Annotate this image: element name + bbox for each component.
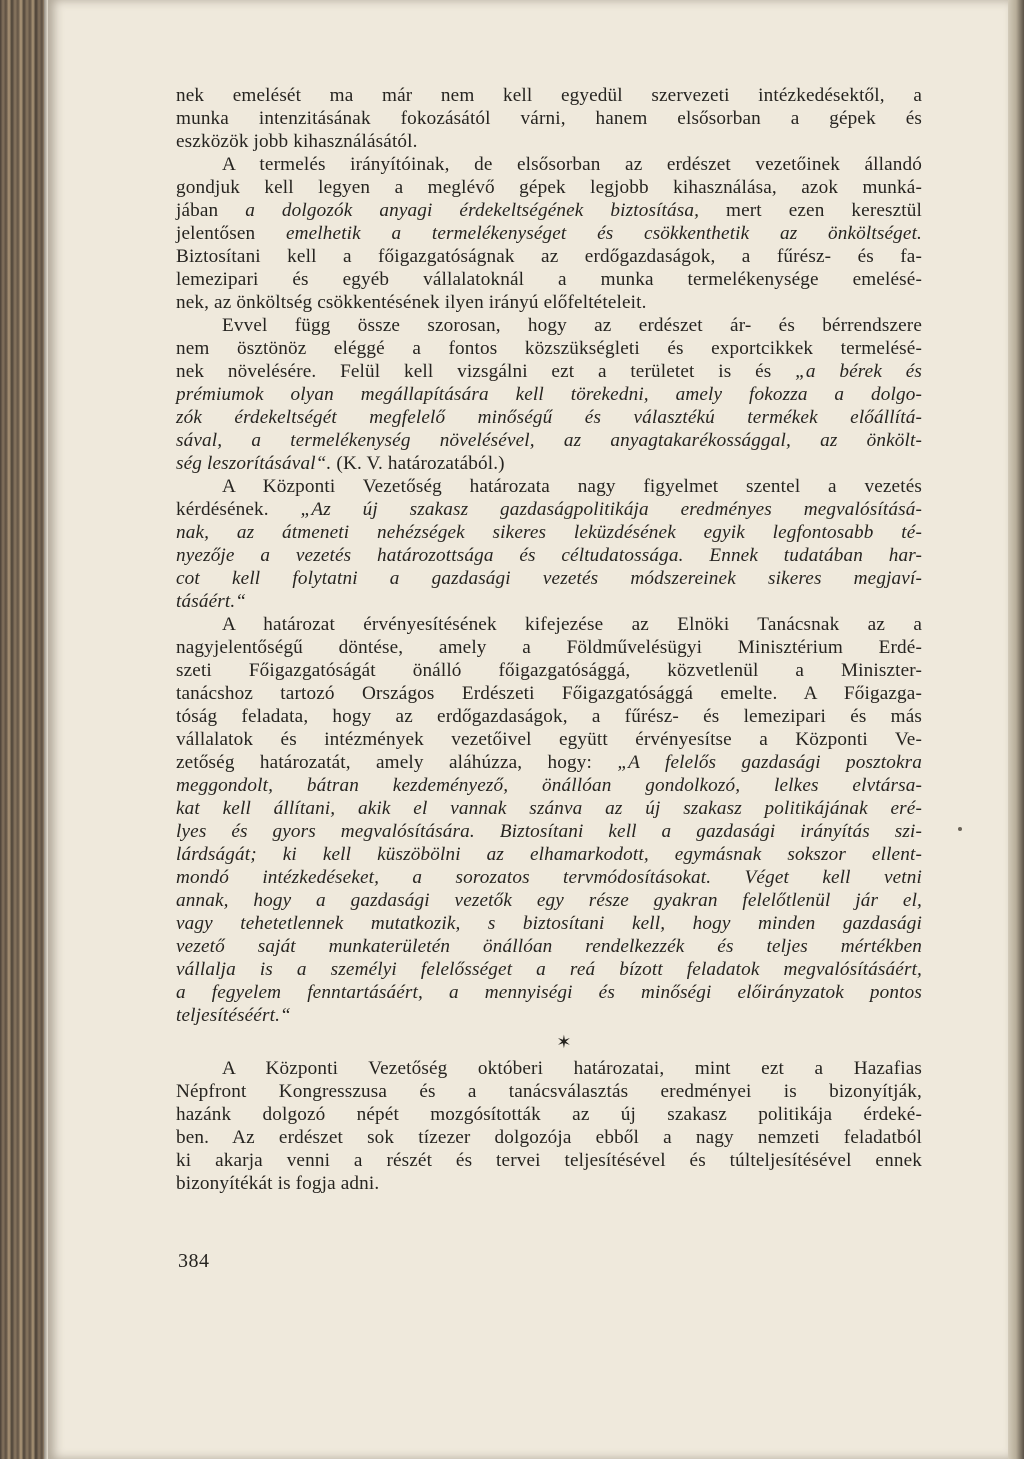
text-line [176, 245, 922, 268]
text-run: kérdésének. [176, 499, 301, 520]
text-line [176, 935, 922, 958]
text-line [176, 406, 922, 429]
text-line [176, 866, 922, 889]
text-line [176, 751, 922, 774]
text-line [176, 107, 922, 130]
text-line [176, 889, 922, 912]
text-line [176, 452, 922, 475]
text-line [176, 337, 922, 360]
text-line [176, 314, 922, 337]
text-line [176, 590, 922, 613]
text-line [176, 176, 922, 199]
italic-text-run: annak, hogy a gazdasági vezetők egy része gyakran felelőtlenül jár el, [176, 890, 922, 911]
text-run: jelentősen [176, 223, 286, 244]
text-line [176, 613, 922, 636]
text-run: vállalatok és intézmények vezetőivel együtt érvényesítse a Központi Ve- [176, 729, 922, 750]
book-binding-edge [0, 0, 44, 1459]
text-run: jában [176, 200, 246, 221]
italic-text-run: a fegyelem fenntartásáért, a mennyiségi és minőségi előirányzatok pontos [176, 982, 922, 1003]
italic-text-run: ség leszorításával“. [176, 453, 332, 474]
text-run: lemezipari és egyéb vállalatoknál a munka termelékenysége emelésé- [176, 269, 922, 290]
text-run: A határozat érvényesítésének kifejezése az Elnöki Tanácsnak az a [222, 614, 922, 635]
italic-text-run: vagy tehetetlennek mutatkozik, s biztosítani kell, hogy minden gazdasági [176, 913, 922, 934]
text-section-closing [176, 1057, 922, 1195]
text-run: tanácshoz tartozó Országos Erdészeti Főigazgatósággá emelte. A Főigazga- [176, 683, 922, 704]
text-run: gondjuk kell legyen a meglévő gépek legjobb kihasználása, azok munká- [176, 177, 922, 198]
text-line [176, 567, 922, 590]
text-line [176, 636, 922, 659]
italic-text-run: a dolgozók anyagi érdekeltségének biztosítása, [245, 200, 700, 221]
text-run: zetőség határozatát, amely aláhúzza, hogy: [176, 752, 618, 773]
text-run: nagyjelentőségű döntése, amely a Földművelésügyi Minisztérium Erdé- [176, 637, 922, 658]
text-run: ben. Az erdészet sok tízezer dolgozója ebből a nagy nemzeti feladatból [176, 1127, 922, 1148]
text-run: ki akarja venni a részét és tervei teljesítésével és túlteljesítésével ennek [176, 1150, 922, 1171]
text-line [176, 268, 922, 291]
text-line [176, 843, 922, 866]
text-run: tóság feladata, hogy az erdőgazdaságok, a fűrész- és lemezipari és más [176, 706, 922, 727]
italic-text-run: teljesítéséért.“ [176, 1005, 291, 1026]
text-line [176, 1172, 922, 1195]
text-run: A Központi Vezetőség határozata nagy figyelmet szentel a vezetés [222, 476, 922, 497]
text-line [176, 1080, 922, 1103]
italic-text-run: vezető saját munkaterületén önállóan rendelkezzék és teljes mértékben [176, 936, 922, 957]
text-line [176, 1004, 922, 1027]
page-number: 384 [178, 1250, 210, 1272]
text-run: nem ösztönöz eléggé a fontos közszükségleti és exportcikkek termelésé- [176, 338, 922, 359]
italic-text-run: „a bérek és [795, 361, 923, 382]
text-run: nek emelését ma már nem kell egyedül szervezeti intézkedésektől, a [176, 85, 922, 106]
text-line [176, 199, 922, 222]
text-run: A termelés irányítóinak, de elsősorban az erdészet vezetőinek állandó [222, 154, 922, 175]
text-line [176, 958, 922, 981]
text-line [176, 820, 922, 843]
text-line [176, 360, 922, 383]
text-run: szeti Főigazgatóságát önálló főigazgatósággá, közvetlenül a Miniszter- [176, 660, 922, 681]
text-run: Biztosítani kell a főigazgatóságnak az erdőgazdaságok, a fűrész- és fa- [176, 246, 922, 267]
italic-text-run: cot kell folytatni a gazdasági vezetés módszereinek sikeres megjaví- [176, 568, 922, 589]
text-run: hazánk dolgozó népét mozgósították az új szakasz politikája érdeké- [176, 1104, 922, 1125]
italic-text-run: „Az új szakasz gazdaságpolitikája eredményes megvalósításá- [300, 499, 922, 520]
italic-text-run: vállalja is a személyi felelősséget a reá bízott feladatok megvalósításáért, [176, 959, 922, 980]
italic-text-run: nyezője a vezetés határozottsága és céltudatossága. Ennek tudatában har- [176, 545, 922, 566]
text-line [176, 498, 922, 521]
text-run: eszközök jobb kihasználásától. [176, 131, 418, 152]
body-text [176, 84, 922, 1195]
text-line [176, 291, 922, 314]
text-run: bizonyítékát is fogja adni. [176, 1173, 380, 1194]
text-line [176, 84, 922, 107]
text-line [176, 774, 922, 797]
text-run: A Központi Vezetőség októberi határozatai, mint ezt a Hazafias [222, 1058, 922, 1079]
text-line [176, 797, 922, 820]
text-run: Evvel függ össze szorosan, hogy az erdészet ár- és bérrendszere [222, 315, 922, 336]
italic-text-run: meggondolt, bátran kezdeményező, önállóan gondolkozó, lelkes elvtársa- [176, 775, 922, 796]
italic-text-run: „A felelős gazdasági posztokra [617, 752, 922, 773]
italic-text-run: emelhetik a termelékenységet és csökkenthetik az önköltséget. [285, 223, 922, 244]
text-line [176, 429, 922, 452]
text-line [176, 728, 922, 751]
text-run: nek növelésére. Felül kell vizsgálni ezt a területet is és [176, 361, 796, 382]
italic-text-run: nak, az átmeneti nehézségek sikeres leküzdésének egyik legfontosabb té- [176, 522, 922, 543]
italic-text-run: lárdságát; ki kell küszöbölni az elhamarkodott, egymásnak sokszor ellent- [176, 844, 922, 865]
italic-text-run: kat kell állítani, akik el vannak szánva az új szakasz politikájának eré- [176, 798, 922, 819]
text-line [176, 1103, 922, 1126]
text-run: (K. V. határozatából.) [331, 453, 505, 474]
print-speck [958, 827, 962, 831]
text-line [176, 1126, 922, 1149]
text-line [176, 544, 922, 567]
text-line [176, 1149, 922, 1172]
text-line [176, 153, 922, 176]
text-section-main [176, 84, 922, 1027]
text-line [176, 383, 922, 406]
italic-text-run: tásáért.“ [176, 591, 247, 612]
text-line [176, 130, 922, 153]
text-run: munka intenzitásának fokozásától várni, hanem elsősorban a gépek és [176, 108, 922, 129]
italic-text-run: prémiumok olyan megállapítására kell törekedni, amely fokozza a dolgo- [176, 384, 922, 405]
italic-text-run: sával, a termelékenység növelésével, az anyagtakarékossággal, az önkölt- [176, 430, 922, 451]
text-line [176, 222, 922, 245]
text-line [176, 705, 922, 728]
italic-text-run: zók érdekeltségét megfelelő minőségű és választékú termékek előállítá- [176, 407, 922, 428]
text-line [176, 1057, 922, 1080]
text-run: mert ezen keresztül [699, 200, 923, 221]
text-line [176, 475, 922, 498]
text-run: Népfront Kongresszusa és a tanácsválasztás eredményei is bizonyítják, [176, 1081, 922, 1102]
italic-text-run: lyes és gyors megvalósítására. Biztosítani kell a gazdasági irányítás szi- [176, 821, 922, 842]
section-separator-star: ✶ [556, 1032, 572, 1052]
italic-text-run: mondó intézkedéseket, a sorozatos tervmódosításokat. Véget kell vetni [176, 867, 922, 888]
text-line [176, 912, 922, 935]
text-line [176, 981, 922, 1004]
text-run: nek, az önköltség csökkentésének ilyen irányú előfeltételeit. [176, 292, 647, 313]
text-line [176, 659, 922, 682]
text-line [176, 521, 922, 544]
text-line [176, 682, 922, 705]
